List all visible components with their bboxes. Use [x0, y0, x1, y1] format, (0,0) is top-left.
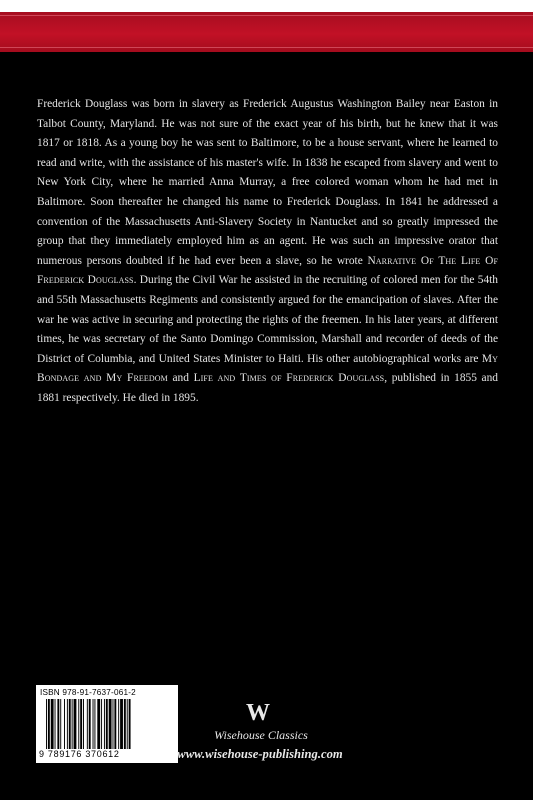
publisher-website: www.wisehouse-publishing.com	[177, 747, 343, 761]
barcode-bar	[109, 699, 112, 749]
barcode-bar	[78, 699, 79, 749]
book-title-narrative: Narrative Of The Life Of Frederick Douglass	[37, 254, 498, 287]
blurb-text: , published in 1855 and 1881 respectively. He died in 1895.	[37, 372, 498, 404]
author-biography-blurb	[37, 95, 498, 409]
barcode-bar	[124, 699, 126, 749]
barcode-bar	[89, 699, 91, 749]
barcode-bar	[67, 699, 68, 749]
barcode-bar	[55, 699, 56, 749]
publisher-logo-icon	[230, 700, 286, 724]
barcode-bar	[129, 699, 131, 749]
barcode-bar	[87, 699, 88, 749]
barcode-bar	[97, 699, 100, 749]
barcode-digits: 9 789176 370612	[39, 749, 120, 759]
barcode-bar	[101, 699, 102, 749]
barcode-bar	[83, 699, 84, 749]
blurb-text: . During the Civil War he assisted in the recruiting of colored men for the 54th and 55th Massachusetts Regiments and consistently argued for the emancipation of slaves. After the war he was active in securing and protecting the rights of the freemen. In his later years, at different times, he was secretary of the Santo Domingo Commission, Marshall and recorder of deeds of the District of Columbia, and United States Minister to Haiti. His other autobiographical works are	[37, 274, 498, 365]
red-header-band	[0, 12, 533, 52]
barcode-bar	[51, 699, 54, 749]
barcode-bar	[120, 699, 123, 749]
barcode-bar	[93, 699, 94, 749]
publisher-name: Wisehouse Classics	[214, 728, 308, 742]
barcode-bar	[118, 699, 119, 749]
barcode-bar	[57, 699, 59, 749]
barcode-bar	[72, 699, 73, 749]
barcode-bar	[80, 699, 82, 749]
barcode-bar	[104, 699, 105, 749]
barcode-bar	[69, 699, 71, 749]
barcode-bar	[114, 699, 116, 749]
book-title-my-bondage: My Bondage and My Freedom	[37, 352, 498, 385]
barcode-bar	[64, 699, 65, 749]
barcode-icon	[46, 699, 168, 749]
barcode-bar	[94, 699, 95, 749]
blurb-text: Frederick Douglass was born in slavery as Frederick Augustus Washington Bailey near Easton in Talbot County, Maryland. He was not sure of the exact year of his birth, but he knew that it was 1817 or 1818. As a young boy he was sent to Baltimore, to be a house servant, where he learned to read and write, with the assistance of his master's wife. In 1838 he escaped from slavery and went to New York City, where he married Anna Murray, a free colored woman whom he had met in Baltimore. Soon thereafter he changed his name to Frederick Douglass. In 1841 he addressed a convention of the Massachusetts Anti-Slavery Society in Nantucket and so greatly impressed the group that they immediately employed him as an agent. He was such an impressive orator that numerous persons doubted if he had ever been a slave, so he wrote	[37, 98, 498, 267]
blurb-text: and	[167, 372, 194, 385]
book-title-life-and-times: Life and Times of Frederick Douglass	[193, 372, 385, 385]
band-highlight-line	[0, 47, 533, 48]
barcode-bar	[113, 699, 114, 749]
barcode-bar	[60, 699, 61, 749]
top-margin-strip	[0, 0, 533, 12]
barcode-bar	[127, 699, 128, 749]
barcode-bar	[106, 699, 108, 749]
barcode-bar	[48, 699, 50, 749]
band-highlight-line	[0, 15, 533, 16]
barcode-bar	[46, 699, 47, 749]
isbn-label: ISBN 978-91-7637-061-2	[40, 688, 136, 697]
barcode-bar	[74, 699, 77, 749]
publisher-logo-letter: W	[246, 700, 270, 724]
